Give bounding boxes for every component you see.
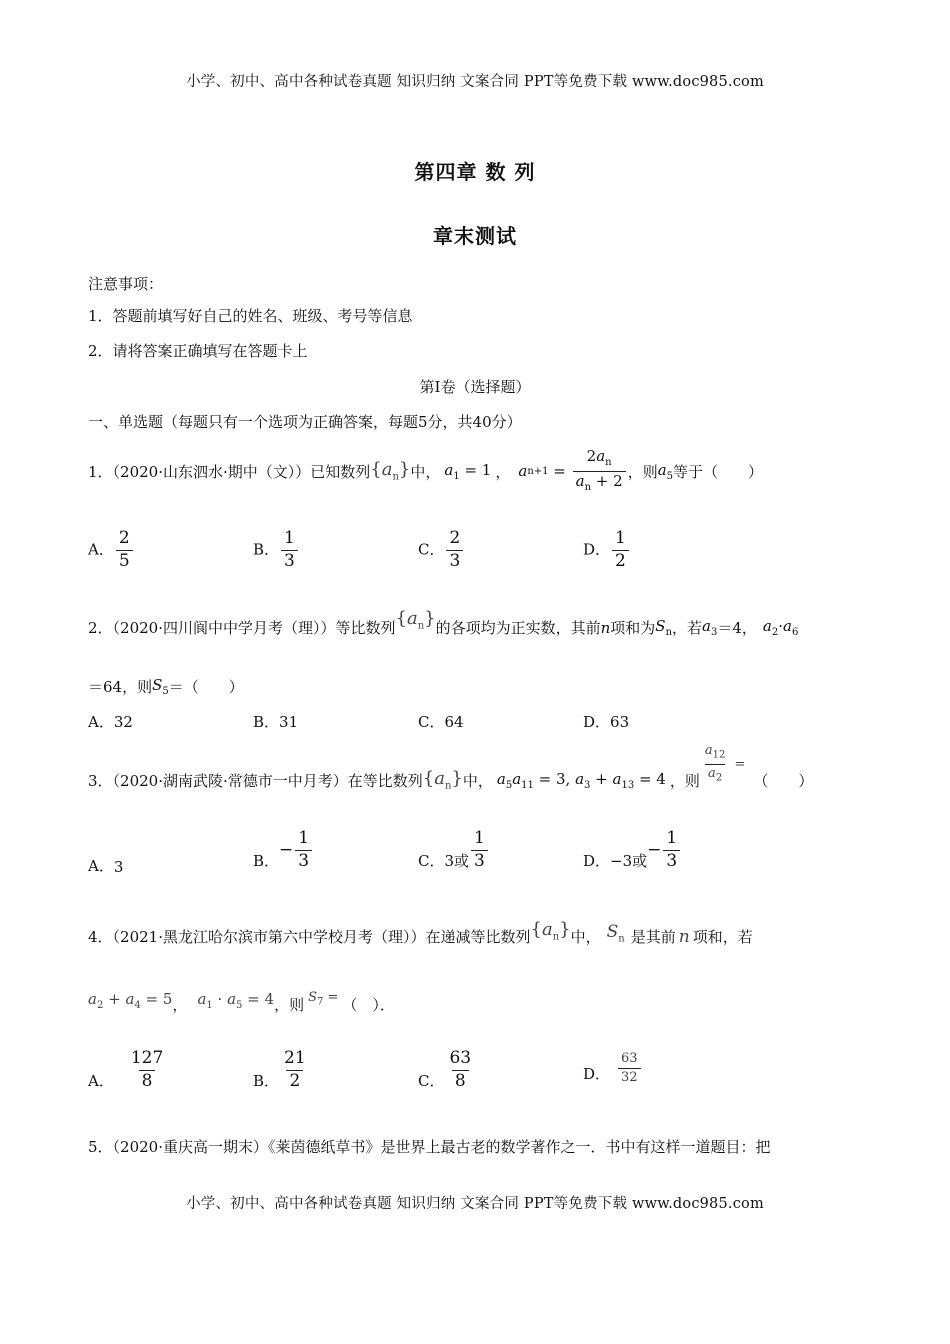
q1-mid2: ， [495, 462, 511, 481]
option-den: 3 [663, 850, 680, 871]
q4-sequence-formula: $\{a_n\}$ [530, 919, 571, 943]
option-den: 3 [446, 550, 463, 571]
option-label: C． [418, 713, 445, 731]
q1-initial-formula: $a_1 = 1$ [444, 460, 492, 482]
chapter-title: 第四章 数 列 [414, 160, 536, 184]
question-2-line-2 [88, 676, 244, 697]
q2-text: ＝64，则 [88, 678, 153, 696]
question-4 [88, 919, 753, 949]
q4-prefix: 4．（2021·黑龙江哈尔滨市第六中学校月考（理））在递减等比数列 [88, 928, 531, 947]
option-label: B． [253, 1071, 280, 1090]
option-den: 8 [452, 1070, 469, 1091]
q2-text: ＝（ ） [168, 678, 244, 696]
option-text: 64 [444, 713, 464, 731]
option-label: D． [583, 540, 611, 559]
q4-option-c[interactable] [418, 1050, 476, 1091]
q1-recurrence-formula: a n+1 = $\frac{2a_n}{a_n + 2}$ [518, 449, 627, 493]
q2-option-a[interactable] [88, 711, 133, 732]
option-label: A． [88, 540, 114, 559]
q1-mid: 中， [410, 462, 441, 481]
q3-option-a[interactable] [88, 830, 123, 876]
q4-text: 中， [570, 928, 601, 947]
option-label: D． [583, 1065, 611, 1084]
q3-prefix: 3．（2020·湖南武陵·常德市一中月考）在等比数列 [88, 771, 423, 790]
q2-sequence-formula: $\{a_n\}$ [395, 608, 436, 632]
notes-item: 1．答题前填写好自己的姓名、班级、考号等信息 [88, 307, 413, 325]
q1-option-a[interactable] [88, 530, 135, 571]
q2-s5-symbol: $S_5$ [152, 676, 169, 697]
q4-text: 是其前 [630, 928, 676, 947]
q4-n-symbol: n [678, 926, 690, 947]
option-den: 5 [116, 550, 133, 571]
question-4-line-2 [88, 989, 395, 1015]
q2-option-c[interactable] [418, 711, 464, 732]
q1-option-b[interactable] [253, 530, 300, 571]
volume-label: 第I卷（选择题） [419, 378, 531, 396]
option-label: C． [418, 1071, 445, 1090]
q2-product-symbol: $a_2\cdot a_6$ [762, 617, 799, 639]
q3-condition-formula: $a_5a_{11} = 3$, $a_3 + a_{13} = 4$ [496, 769, 666, 791]
q4-option-a[interactable] [88, 1050, 168, 1091]
option-label: A． [88, 857, 114, 875]
option-text: 31 [279, 713, 299, 731]
question-2 [88, 608, 799, 640]
q4-s7-formula: $S_7$ = [308, 989, 339, 1008]
option-text: 63 [610, 713, 630, 731]
q4-option-b[interactable] [253, 1050, 311, 1091]
option-label: A． [88, 1071, 114, 1090]
q1-suffix: ，则 [627, 462, 658, 481]
page-header: 小学、初中、高中各种试卷真题 知识归纳 文案合同 PPT等免费下载 www.doc985.com [186, 74, 764, 90]
option-den: 8 [139, 1070, 156, 1091]
option-num: 2 [118, 528, 130, 548]
q1-option-c[interactable] [418, 530, 465, 571]
q2-option-b[interactable] [253, 711, 298, 732]
q4-sn-symbol: $S_n$ [606, 921, 625, 944]
q3-option-d[interactable] [583, 830, 682, 871]
q3-option-b[interactable] [253, 830, 314, 871]
q3-text: 中， [462, 771, 493, 790]
option-text: −3或 [610, 851, 648, 870]
q2-text: 的各项均为正实数，其前 [435, 619, 601, 638]
option-den: 2 [286, 1070, 303, 1091]
q4-text: 项和，若 [692, 928, 753, 947]
option-num: 21 [284, 1048, 306, 1068]
q1-suffix2: 等于（ ） [673, 462, 764, 481]
option-text: 3或 [444, 851, 470, 870]
option-text: 32 [113, 713, 133, 731]
q2-prefix: 2．（2020·四川阆中中学月考（理））等比数列 [88, 619, 396, 638]
option-num: 1 [474, 828, 485, 848]
question-3 [88, 743, 814, 808]
q1-target: $a_5$ [657, 460, 674, 482]
q2-text: 项和为 [610, 619, 656, 638]
option-num: 63 [449, 1048, 472, 1068]
option-label: B． [253, 540, 280, 559]
option-den: 3 [281, 550, 298, 571]
q3-text: （ ） [753, 771, 814, 790]
q2-sn-symbol: $S_n$ [655, 617, 673, 639]
q3-ratio-formula: $\frac{a_{12}}{a_2}$ = [704, 743, 746, 784]
notes-heading: 注意事项： [88, 275, 164, 293]
page-footer: 小学、初中、高中各种试卷真题 知识归纳 文案合同 PPT等免费下载 www.doc985.com [186, 1196, 764, 1212]
option-num: 1 [666, 828, 678, 848]
q2-a3-symbol: $a_3$ [702, 617, 718, 639]
q4-text: ，则 [274, 996, 305, 1014]
q1-sequence-formula: $\{a_n\}$ [370, 459, 411, 483]
q2-text: ，若 [672, 619, 703, 638]
option-den: 3 [295, 850, 312, 871]
q3-sequence-formula: $\{a_n\}$ [422, 768, 463, 792]
option-num: 127 [130, 1048, 164, 1068]
notes-item: 2．请将答案正确填写在答题卡上 [88, 342, 308, 360]
q4-text: ， [172, 996, 188, 1014]
option-den: 2 [612, 550, 629, 571]
option-num: 1 [284, 528, 295, 548]
option-num: 63 [621, 1051, 638, 1066]
question-5: 5．（2020·重庆高一期末）《莱茵德纸草书》是世界上最古老的数学著作之一．书中有这样一道题目：把 [88, 1138, 771, 1156]
option-num: 1 [298, 828, 310, 848]
q1-prefix: 1．（2020·山东泗水·期中（文））已知数列 [88, 462, 371, 481]
option-label: B． [253, 851, 280, 870]
question-1 [88, 446, 763, 496]
test-subtitle: 章末测试 [433, 224, 517, 248]
option-label: D． [583, 713, 611, 731]
option-label: D． [583, 851, 611, 870]
q4-option-d[interactable] [583, 1052, 643, 1084]
q2-text: ＝4， [717, 619, 757, 638]
option-num: 2 [449, 528, 461, 548]
section-heading: 一、单选题（每题只有一个选项为正确答案，每题5分，共40分） [88, 413, 522, 431]
option-den: 32 [618, 1068, 641, 1085]
q3-option-c[interactable] [418, 830, 490, 871]
option-den: 3 [471, 850, 488, 871]
option-num: 1 [615, 528, 626, 548]
option-sign: − [647, 840, 662, 861]
q1-option-d[interactable] [583, 530, 631, 571]
option-label: A． [88, 713, 114, 731]
option-label: B． [253, 713, 280, 731]
q4-text: （ ）． [342, 996, 395, 1014]
option-label: C． [418, 851, 445, 870]
option-label: C． [418, 540, 445, 559]
q2-option-d[interactable] [583, 711, 629, 732]
option-sign: − [279, 840, 294, 861]
q2-n-symbol: n [600, 618, 611, 637]
q4-sum-formula: $a_2 + a_4 = 5$ [88, 990, 173, 1011]
option-text: 3 [113, 858, 124, 876]
q4-product-formula: $a_1 \cdot a_5 = 4$ [197, 990, 275, 1011]
q3-text: ，则 [669, 771, 700, 790]
